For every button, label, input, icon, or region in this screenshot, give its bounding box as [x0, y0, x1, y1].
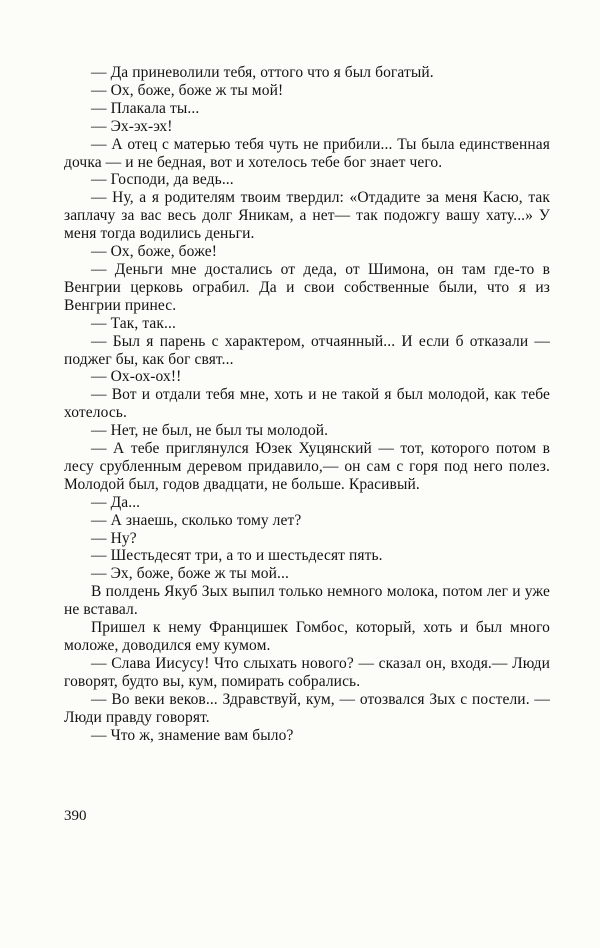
- paragraph: — Шестьдесят три, а то и шестьдесят пять.: [91, 547, 383, 565]
- paragraph: В полдень Якуб Зых выпил только немного молока, потом лег и уже не вставал.: [64, 583, 550, 619]
- paragraph: — Ну, а я родителям твоим твердил: «Отдадите за меня Касю, так заплачу за вас весь долг Яникам, а нет— так подожгу вашу хату...» У меня тогда водились деньги.: [64, 189, 550, 243]
- paragraph: — А тебе приглянулся Юзек Хуцянский — тот, которого потом в лесу срубленным деревом придавило,— он сам с горя под него полез. Молодой был, годов двадцати, не больше. Красивый.: [64, 440, 550, 493]
- paragraph: — А отец с матерью тебя чуть не прибили... Ты была единственная дочка — и не бедная, вот и хотелось тебе бог знает чего.: [64, 135, 550, 171]
- paragraph: — Что ж, знамение вам было?: [91, 726, 294, 744]
- paragraph: — Так, так...: [91, 314, 176, 332]
- paragraph: — Да приневолили тебя, оттого что я был богатый.: [91, 64, 434, 81]
- paragraph: — Ох, боже, боже ж ты мой!: [91, 81, 284, 99]
- paragraph: — Господи, да ведь...: [91, 171, 234, 189]
- paragraph: — Плакала ты...: [91, 99, 200, 117]
- paragraph: — Да...: [91, 493, 141, 511]
- page-number: 390: [64, 808, 87, 824]
- paragraph: — Эх, боже, боже ж ты мой...: [91, 565, 289, 583]
- paragraph: — Ох, боже, боже!: [91, 243, 217, 261]
- paragraph: — Эх-эх-эх!: [91, 117, 173, 135]
- text-block: [64, 64, 550, 744]
- paragraph: — Ну?: [91, 529, 137, 547]
- paragraph: — Был я парень с характером, отчаянный... И если б отказали — поджег бы, как бог свят...: [64, 332, 550, 368]
- paragraph: — Вот и отдали тебя мне, хоть и не такой я был молодой, как тебе хотелось.: [64, 386, 550, 422]
- paragraph: — Во веки веков... Здравствуй, кум, — отозвался Зых с постели. — Люди правду говорят.: [64, 690, 550, 726]
- paragraph: Пришел к нему Францишек Гомбос, который, хоть и был много моложе, доводился ему кумом.: [64, 619, 550, 654]
- paragraph: — Слава Иисусу! Что слыхать нового? — сказал он, входя.— Люди говорят, будто вы, кум, помирать собрались.: [64, 654, 550, 690]
- paragraph: — Деньги мне достались от деда, от Шимона, он там где-то в Венгрии церковь ограбил. Да и свои собственные были, что я из Венгрии принес.: [64, 260, 550, 314]
- paragraph: — А знаешь, сколько тому лет?: [91, 511, 302, 529]
- paragraph: — Нет, не был, не был ты молодой.: [91, 422, 329, 440]
- paragraph: — Ох-ох-ох!!: [91, 368, 182, 386]
